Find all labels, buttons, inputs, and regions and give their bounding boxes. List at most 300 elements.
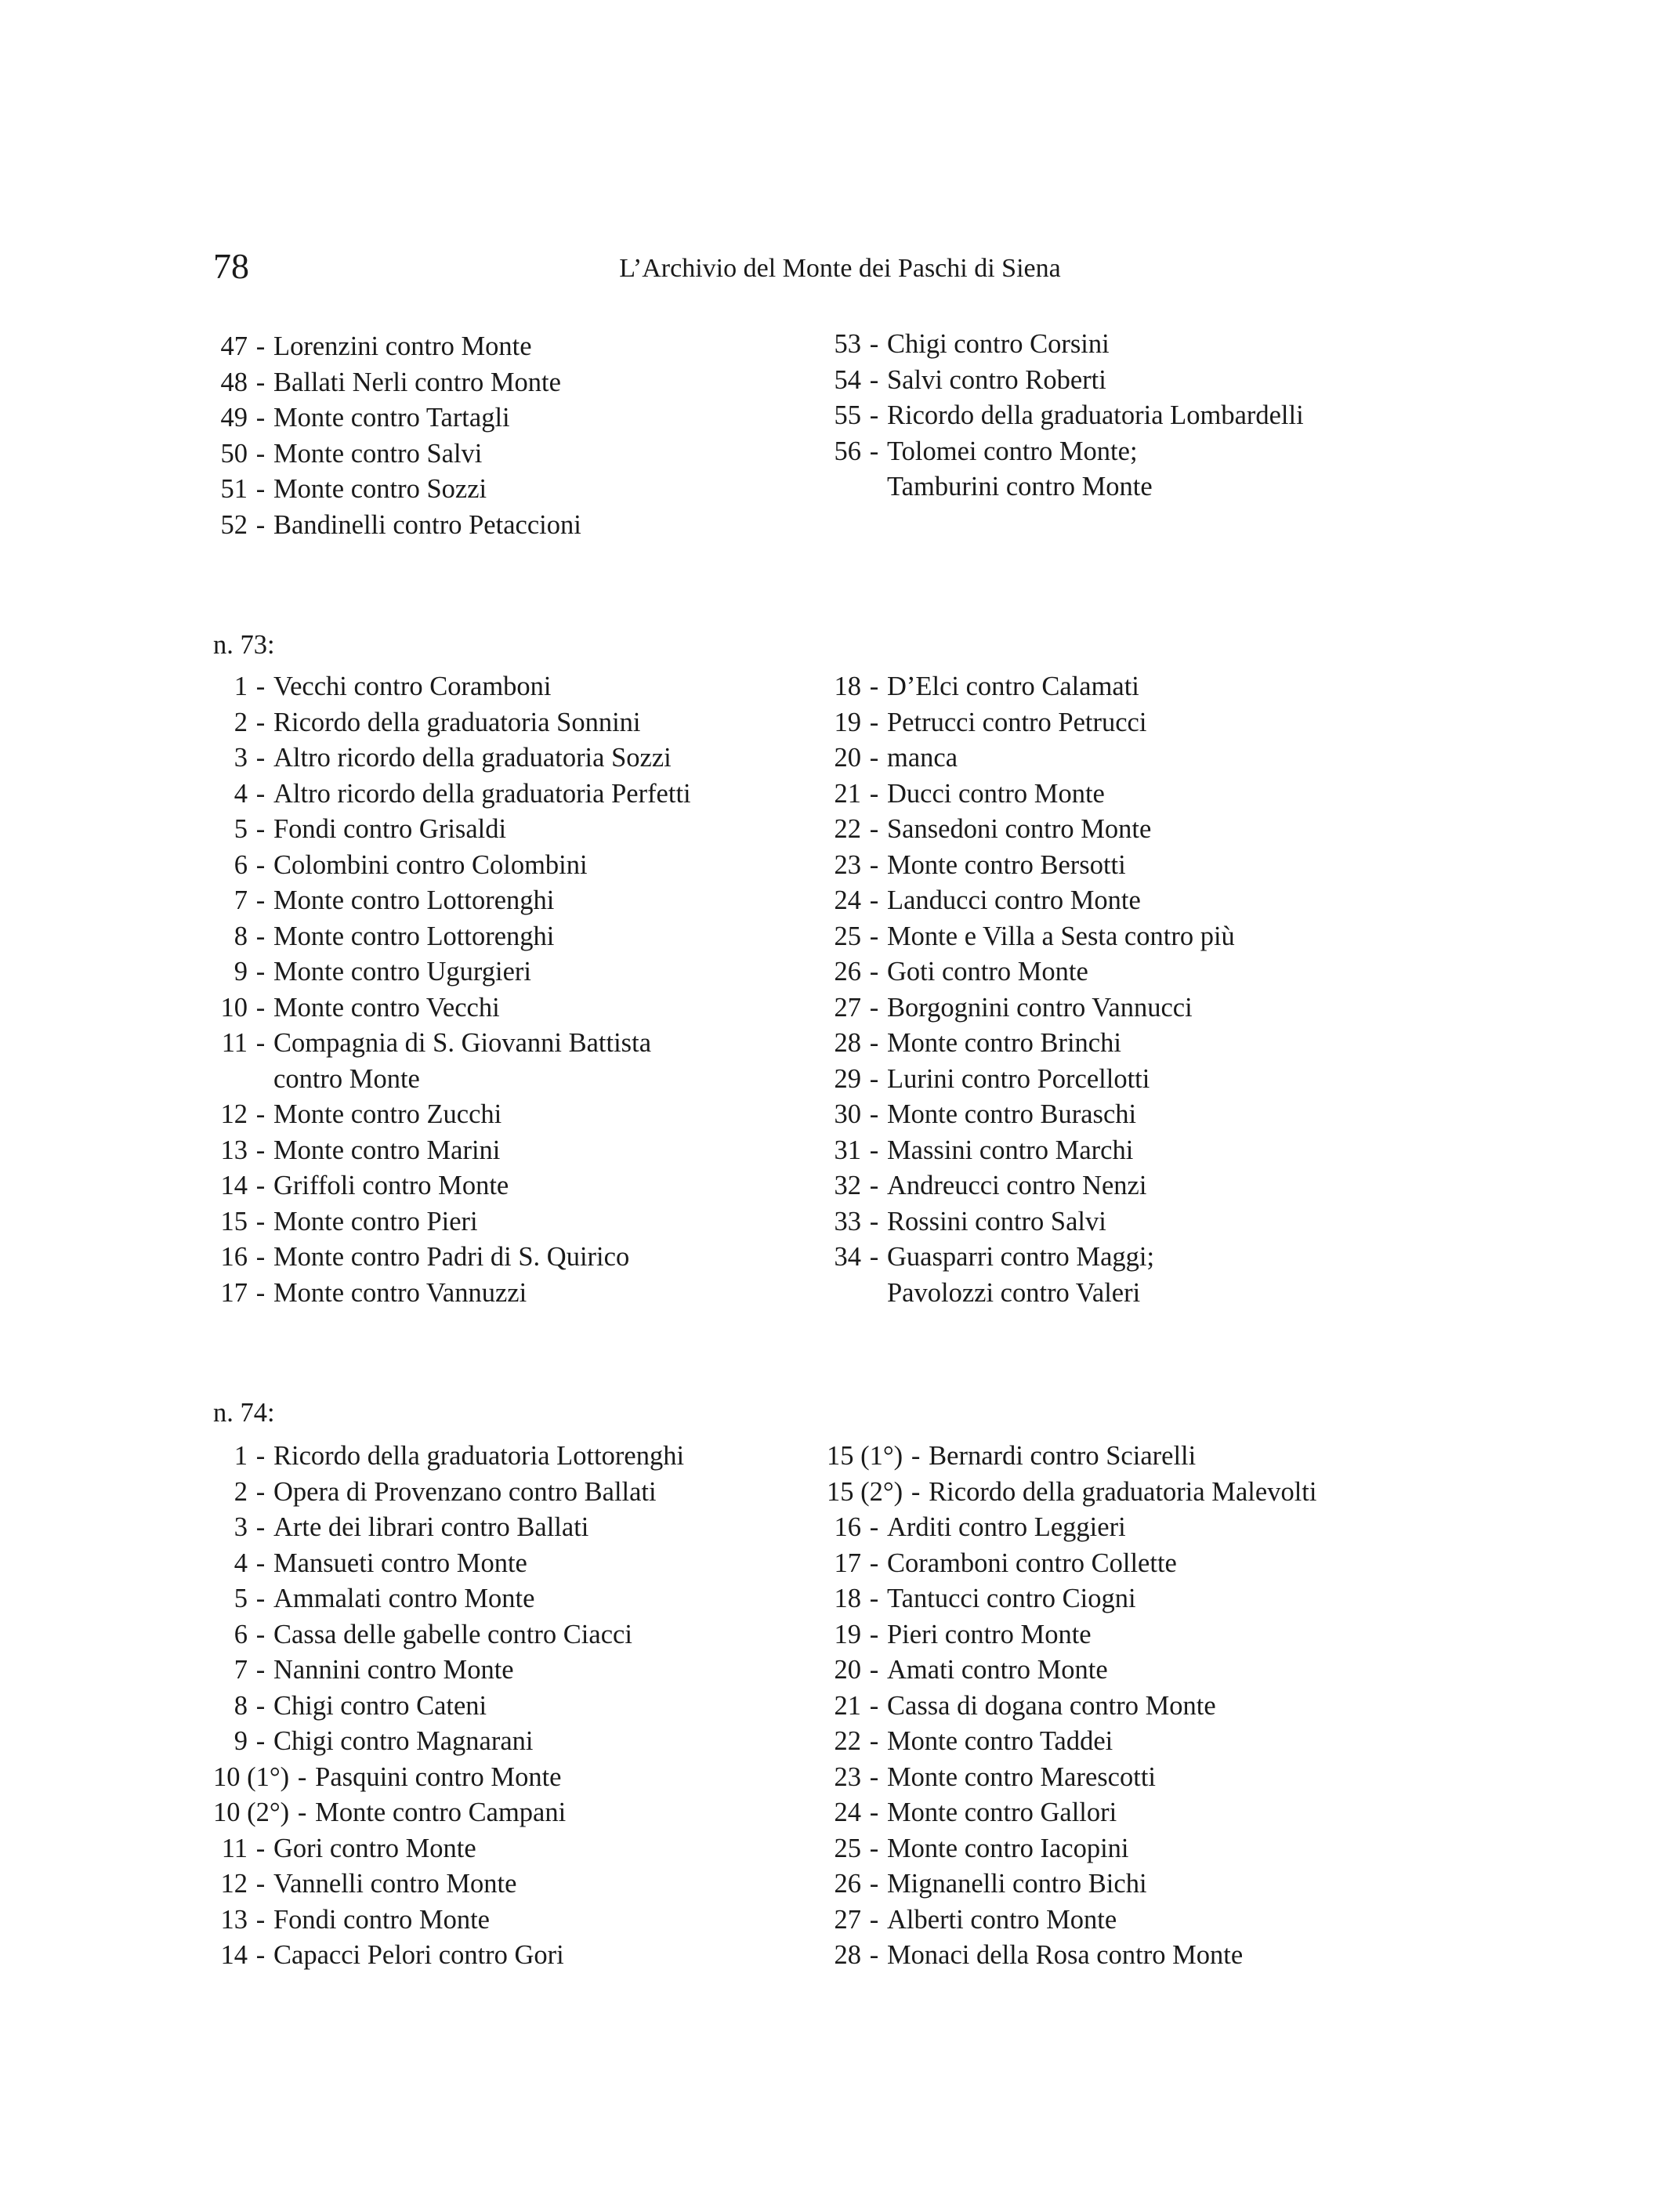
separator-dash: - — [869, 849, 879, 880]
item-number: 51 — [220, 474, 248, 504]
item-number: 25 — [834, 1833, 861, 1863]
separator-dash: - — [255, 957, 266, 987]
item-number: 2 — [234, 707, 248, 737]
item-text: Ducci contro Monte — [887, 778, 1105, 809]
item-text: Petrucci contro Petrucci — [887, 707, 1147, 737]
item-text: Alberti contro Monte — [887, 1904, 1117, 1935]
n73-left-list-b — [213, 1097, 809, 1311]
item-number: 10 (1°) — [213, 1761, 290, 1792]
item-text: Monte contro Padri di S. Quirico — [273, 1242, 630, 1272]
separator-dash: - — [255, 921, 266, 951]
separator-dash: - — [869, 1206, 879, 1236]
separator-dash: - — [869, 1833, 879, 1863]
item-text: Vannelli contro Monte — [273, 1869, 517, 1899]
item-text: Tantucci contro Ciogni — [887, 1584, 1136, 1613]
list-item — [827, 990, 1626, 1026]
list-item — [213, 1204, 809, 1240]
list-item — [827, 848, 1626, 884]
list-item — [213, 400, 809, 436]
separator-dash: - — [869, 707, 879, 737]
item-number: 27 — [834, 992, 861, 1023]
item-number: 6 — [234, 849, 248, 880]
list-item — [213, 1168, 809, 1204]
item-number: 56 — [834, 436, 861, 466]
list-item — [827, 1724, 1626, 1760]
list-item — [827, 1026, 1626, 1062]
item-text: Gori contro Monte — [273, 1833, 476, 1863]
item-number: 33 — [834, 1206, 861, 1236]
item-text: Monte contro Salvi — [273, 438, 483, 469]
top-left-column — [213, 329, 809, 543]
list-item — [213, 1276, 809, 1312]
list-item — [827, 669, 1626, 705]
item-number: 16 — [220, 1242, 248, 1272]
item-text: Altro ricordo della graduatoria Perfetti — [273, 778, 691, 809]
item-text: Monte contro Lottorenghi — [273, 885, 555, 915]
n73-right-list — [827, 669, 1626, 1276]
item-number: 26 — [834, 957, 861, 987]
list-item — [213, 1689, 809, 1725]
item-number: 9 — [234, 957, 248, 987]
item-number: 23 — [834, 849, 861, 880]
separator-dash: - — [255, 1171, 266, 1200]
item-number: 10 (2°) — [213, 1798, 290, 1827]
list-item — [213, 777, 809, 813]
item-text: Monte contro Vannuzzi — [273, 1277, 527, 1308]
item-text: Monte contro Brinchi — [887, 1028, 1121, 1058]
item-number: 24 — [834, 1798, 861, 1827]
item-text: Fondi contro Monte — [273, 1904, 490, 1935]
list-item — [827, 327, 1626, 363]
separator-dash: - — [255, 1548, 266, 1578]
list-item — [213, 954, 809, 990]
list-item — [827, 1617, 1626, 1653]
item-number: 8 — [234, 921, 248, 951]
item-number: 14 — [220, 1940, 248, 1970]
item-number: 54 — [834, 364, 861, 395]
separator-dash: - — [869, 1726, 879, 1756]
item-number: 21 — [834, 778, 861, 809]
item-text: Goti contro Monte — [887, 957, 1088, 987]
item-text: Ricordo della graduatoria Lombardelli — [887, 400, 1304, 430]
separator-dash: - — [869, 364, 879, 395]
list-item — [213, 1439, 809, 1475]
item-text: Monte contro Vecchi — [273, 992, 500, 1023]
list-item — [213, 1510, 809, 1546]
item-text: Sansedoni contro Monte — [887, 814, 1152, 844]
separator-dash: - — [869, 1690, 879, 1721]
list-item — [827, 919, 1626, 955]
separator-dash: - — [869, 1099, 879, 1129]
item-text: Altro ricordo della graduatoria Sozzi — [273, 743, 672, 773]
item-text: Tolomei contro Monte; — [887, 436, 1138, 466]
item-number: 49 — [220, 403, 248, 433]
separator-dash: - — [911, 1476, 921, 1507]
list-item — [213, 329, 809, 365]
item-text: Monte contro Taddei — [887, 1726, 1113, 1756]
separator-dash: - — [869, 1063, 879, 1094]
item-text: Bandinelli contro Petaccioni — [273, 509, 581, 540]
separator-dash: - — [869, 1798, 879, 1827]
item-number: 26 — [834, 1869, 861, 1899]
list-item — [213, 1795, 809, 1831]
list-item — [213, 848, 809, 884]
item-number: 6 — [234, 1619, 248, 1649]
item-text: Ricordo della graduatoria Lottorenghi — [273, 1441, 685, 1471]
separator-dash: - — [869, 1655, 879, 1685]
item-number: 13 — [220, 1904, 248, 1935]
list-item — [213, 1938, 809, 1974]
item-text: Cassa delle gabelle contro Ciacci — [273, 1619, 632, 1649]
page-number: 78 — [213, 246, 249, 286]
item-text: Coramboni contro Collette — [887, 1548, 1177, 1578]
item-text: Mignanelli contro Bichi — [887, 1869, 1147, 1899]
item-text: Monaci della Rosa contro Monte — [887, 1940, 1244, 1970]
separator-dash: - — [255, 814, 266, 844]
item-number: 12 — [220, 1099, 248, 1129]
item-text: Monte contro Marescotti — [887, 1761, 1156, 1792]
separator-dash: - — [869, 329, 879, 359]
separator-dash: - — [255, 1940, 266, 1970]
separator-dash: - — [255, 778, 266, 809]
list-item — [827, 883, 1626, 919]
item-text: Pieri contro Monte — [887, 1619, 1092, 1649]
item-text: Monte contro Iacopini — [887, 1833, 1129, 1863]
separator-dash: - — [869, 1584, 879, 1613]
item-number: 15 (2°) — [827, 1476, 903, 1507]
list-item — [827, 398, 1626, 434]
item-number: 11 — [221, 1833, 248, 1863]
separator-dash: - — [869, 992, 879, 1023]
separator-dash: - — [869, 672, 879, 701]
item-number: 22 — [834, 1726, 861, 1756]
item-number: 25 — [834, 921, 861, 951]
list-item — [213, 472, 809, 508]
separator-dash: - — [297, 1798, 307, 1827]
separator-dash: - — [255, 1028, 266, 1058]
separator-dash: - — [255, 1099, 266, 1129]
separator-dash: - — [869, 1242, 879, 1272]
list-item — [213, 1581, 809, 1617]
item-number: 22 — [834, 814, 861, 844]
item-number: 12 — [220, 1869, 248, 1899]
separator-dash: - — [869, 1512, 879, 1542]
separator-dash: - — [869, 436, 879, 466]
list-item — [213, 1653, 809, 1689]
item-text: Monte contro Ugurgieri — [273, 957, 531, 987]
item-text: Landucci contro Monte — [887, 885, 1141, 915]
item-number: 52 — [220, 509, 248, 540]
separator-dash: - — [255, 743, 266, 773]
item-text: Capacci Pelori contro Gori — [273, 1940, 564, 1970]
item-number: 5 — [234, 814, 248, 844]
list-item — [213, 1133, 809, 1169]
item-text: Borgognini contro Vannucci — [887, 992, 1193, 1023]
item-number: 29 — [834, 1063, 861, 1094]
list-item — [213, 705, 809, 741]
separator-dash: - — [297, 1761, 307, 1792]
item-text: Vecchi contro Coramboni — [273, 672, 552, 701]
continuation-line: Pavolozzi contro Valeri — [887, 1277, 1141, 1308]
section-label-n73: n. 73: — [213, 630, 275, 660]
item-number: 34 — [834, 1242, 861, 1272]
item-number: 13 — [220, 1135, 248, 1165]
section-label-n74: n. 74: — [213, 1398, 275, 1428]
list-item — [213, 508, 809, 544]
item-number: 14 — [220, 1171, 248, 1200]
item-text: manca — [887, 743, 958, 773]
separator-dash: - — [255, 1690, 266, 1721]
separator-dash: - — [255, 403, 266, 433]
item-text: Griffoli contro Monte — [273, 1171, 509, 1200]
list-item — [827, 1097, 1626, 1133]
item-text: Opera di Provenzano contro Ballati — [273, 1476, 657, 1507]
separator-dash: - — [255, 1135, 266, 1165]
separator-dash: - — [255, 1904, 266, 1935]
item-number: 30 — [834, 1099, 861, 1129]
separator-dash: - — [255, 438, 266, 469]
item-text: Chigi contro Corsini — [887, 329, 1110, 359]
item-text: Lurini contro Porcellotti — [887, 1063, 1150, 1094]
item-number: 1 — [234, 672, 248, 701]
item-number: 15 (1°) — [827, 1441, 903, 1471]
list-item — [213, 1546, 809, 1582]
list-item — [827, 705, 1626, 741]
separator-dash: - — [869, 957, 879, 987]
item-number: 7 — [234, 1655, 248, 1685]
list-item — [827, 777, 1626, 813]
item-text: Chigi contro Cateni — [273, 1690, 487, 1721]
item-text: Colombini contro Colombini — [273, 849, 588, 880]
list-item — [213, 812, 809, 848]
list-item — [827, 363, 1626, 399]
item-text: Monte contro Zucchi — [273, 1099, 502, 1129]
list-item — [213, 1475, 809, 1511]
list-item — [827, 1760, 1626, 1796]
separator-dash: - — [255, 1441, 266, 1471]
item-number: 24 — [834, 885, 861, 915]
list-item — [827, 1475, 1626, 1511]
list-item — [827, 1062, 1626, 1098]
list-item — [213, 365, 809, 401]
separator-dash: - — [869, 921, 879, 951]
item-text: Salvi contro Roberti — [887, 364, 1106, 395]
separator-dash: - — [255, 672, 266, 701]
item-number: 47 — [220, 331, 248, 361]
list-item — [827, 1510, 1626, 1546]
item-text: Monte contro Gallori — [887, 1798, 1117, 1827]
separator-dash: - — [869, 1171, 879, 1200]
item-number: 17 — [834, 1548, 861, 1578]
separator-dash: - — [869, 743, 879, 773]
item-number: 18 — [834, 1584, 861, 1613]
list-item — [827, 1439, 1626, 1475]
item-text: Cassa di dogana contro Monte — [887, 1690, 1216, 1721]
item-number: 50 — [220, 438, 248, 469]
n73-left-list-a — [213, 669, 809, 1062]
list-item — [213, 740, 809, 777]
list-item — [213, 1617, 809, 1653]
separator-dash: - — [255, 992, 266, 1023]
item-number: 3 — [234, 743, 248, 773]
item-text: Ammalati contro Monte — [273, 1584, 535, 1613]
list-item — [827, 1866, 1626, 1903]
item-number: 9 — [234, 1726, 248, 1756]
item-number: 48 — [220, 367, 248, 397]
separator-dash: - — [869, 814, 879, 844]
list-item — [827, 1938, 1626, 1974]
separator-dash: - — [255, 1206, 266, 1236]
item-text: Massini contro Marchi — [887, 1135, 1134, 1165]
n74-right-column — [827, 1439, 1626, 1974]
list-item — [213, 1026, 809, 1062]
separator-dash: - — [869, 1619, 879, 1649]
list-item — [827, 1168, 1626, 1204]
separator-dash: - — [869, 885, 879, 915]
item-text: Bernardi contro Sciarelli — [929, 1441, 1197, 1471]
separator-dash: - — [255, 474, 266, 504]
item-text: Monte e Villa a Sesta contro più — [887, 921, 1235, 951]
list-item — [827, 1795, 1626, 1831]
list-item — [213, 1831, 809, 1867]
separator-dash: - — [255, 1242, 266, 1272]
separator-dash: - — [255, 707, 266, 737]
separator-dash: - — [255, 1833, 266, 1863]
separator-dash: - — [255, 1619, 266, 1649]
separator-dash: - — [255, 1476, 266, 1507]
list-item — [213, 883, 809, 919]
list-item — [213, 919, 809, 955]
list-item — [827, 1653, 1626, 1689]
item-text: Compagnia di S. Giovanni Battista — [273, 1028, 652, 1058]
item-number: 5 — [234, 1584, 248, 1613]
item-text: Monte contro Marini — [273, 1135, 501, 1165]
separator-dash: - — [869, 1135, 879, 1165]
list-item — [213, 669, 809, 705]
top-right-list — [827, 327, 1626, 469]
list-item — [827, 1546, 1626, 1582]
item-text: Monte contro Campani — [315, 1798, 567, 1827]
list-item — [827, 812, 1626, 848]
item-number: 17 — [220, 1277, 248, 1308]
running-title: L’Archivio del Monte dei Paschi di Siena — [619, 254, 1061, 283]
continuation-line: contro Monte — [273, 1063, 420, 1094]
separator-dash: - — [255, 331, 266, 361]
list-item — [827, 740, 1626, 777]
item-text: Rossini contro Salvi — [887, 1206, 1106, 1236]
separator-dash: - — [869, 1904, 879, 1935]
separator-dash: - — [255, 1869, 266, 1899]
separator-dash: - — [255, 849, 266, 880]
separator-dash: - — [255, 885, 266, 915]
item-number: 7 — [234, 885, 248, 915]
list-item — [827, 1240, 1626, 1276]
item-number: 4 — [234, 778, 248, 809]
item-text: Monte contro Lottorenghi — [273, 921, 555, 951]
item-text: Chigi contro Magnarani — [273, 1726, 534, 1756]
item-number: 53 — [834, 329, 861, 359]
item-number: 10 — [220, 992, 248, 1023]
item-number: 3 — [234, 1512, 248, 1542]
separator-dash: - — [869, 1869, 879, 1899]
item-text: Andreucci contro Nenzi — [887, 1171, 1147, 1200]
item-number: 8 — [234, 1690, 248, 1721]
continuation-line: Tamburini contro Monte — [887, 472, 1153, 501]
separator-dash: - — [869, 400, 879, 430]
item-text: Nannini contro Monte — [273, 1655, 514, 1685]
list-item — [213, 1240, 809, 1276]
item-number: 28 — [834, 1940, 861, 1970]
list-item — [827, 954, 1626, 990]
n73-right-column — [827, 669, 1626, 1311]
list-item — [213, 1903, 809, 1939]
top-right-column — [827, 327, 1626, 505]
item-text: Fondi contro Grisaldi — [273, 814, 507, 844]
separator-dash: - — [255, 1655, 266, 1685]
item-text: Ricordo della graduatoria Sonnini — [273, 707, 641, 737]
separator-dash: - — [869, 1028, 879, 1058]
list-item — [827, 1204, 1626, 1240]
separator-dash: - — [869, 1761, 879, 1792]
item-text: Lorenzini contro Monte — [273, 331, 532, 361]
separator-dash: - — [255, 1277, 266, 1308]
list-item — [827, 434, 1626, 470]
item-number: 19 — [834, 1619, 861, 1649]
item-text: Monte contro Sozzi — [273, 474, 487, 504]
item-number: 31 — [834, 1135, 861, 1165]
item-number: 2 — [234, 1476, 248, 1507]
item-number: 1 — [234, 1441, 248, 1471]
item-text: Monte contro Buraschi — [887, 1099, 1137, 1129]
separator-dash: - — [255, 509, 266, 540]
item-text: Pasquini contro Monte — [315, 1761, 562, 1792]
item-number: 15 — [220, 1206, 248, 1236]
item-number: 27 — [834, 1904, 861, 1935]
item-number: 16 — [834, 1512, 861, 1542]
list-item — [827, 1133, 1626, 1169]
separator-dash: - — [255, 1512, 266, 1542]
item-text: Mansueti contro Monte — [273, 1548, 527, 1578]
list-item — [213, 1097, 809, 1133]
item-text: Amati contro Monte — [887, 1655, 1108, 1685]
item-number: 32 — [834, 1171, 861, 1200]
item-number: 23 — [834, 1761, 861, 1792]
item-text: D’Elci contro Calamati — [887, 672, 1139, 701]
list-item — [827, 1689, 1626, 1725]
list-item — [827, 1581, 1626, 1617]
separator-dash: - — [255, 367, 266, 397]
item-number: 21 — [834, 1690, 861, 1721]
item-text: Monte contro Tartagli — [273, 403, 510, 433]
item-number: 28 — [834, 1028, 861, 1058]
list-item — [827, 1903, 1626, 1939]
item-number: 55 — [834, 400, 861, 430]
list-item — [213, 1866, 809, 1903]
item-number: 19 — [834, 707, 861, 737]
list-item — [213, 1724, 809, 1760]
list-item — [213, 436, 809, 472]
item-number: 11 — [221, 1028, 248, 1058]
separator-dash: - — [869, 1940, 879, 1970]
separator-dash: - — [869, 1548, 879, 1578]
list-item — [827, 1831, 1626, 1867]
item-text: Guasparri contro Maggi; — [887, 1242, 1155, 1272]
item-text: Ballati Nerli contro Monte — [273, 367, 561, 397]
n74-left-column — [213, 1439, 809, 1974]
item-text: Arte dei librari contro Ballati — [273, 1512, 589, 1542]
item-text: Monte contro Bersotti — [887, 849, 1126, 880]
separator-dash: - — [255, 1726, 266, 1756]
